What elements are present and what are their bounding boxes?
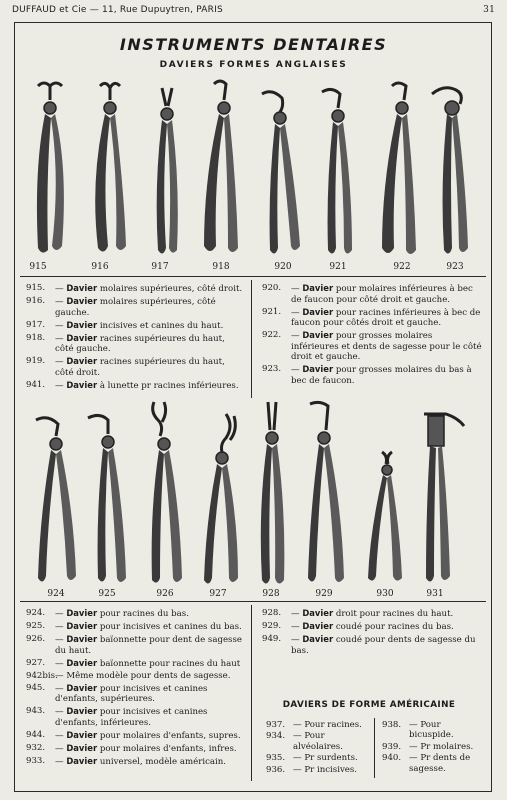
forceps-illustration-927: [200, 410, 242, 588]
page-subtitle: DAVIERS FORMES ANGLAISES: [159, 60, 348, 70]
list-item: 915. — Davier molaires supérieures, côté droit.: [26, 283, 243, 294]
list-item: 919. — Davier racines supérieures du haut, côté droit.: [26, 356, 225, 378]
figure-label: 927: [209, 589, 227, 599]
list-item: 918. — Davier racines supérieures du haut, côté gauche.: [26, 332, 225, 355]
list-item: 922. — Davier pour grosses molaires inférieures et dents de sagesse pour le côté droit et gauche.: [262, 330, 482, 363]
list-item: 924. — Davier pour racines du bas.: [26, 608, 189, 619]
list-item: 925. — Davier pour incisives et canines du bas.: [26, 620, 242, 632]
figure-label: 915: [29, 262, 47, 272]
list-item: 920. — Davier pour molaires inférieures à bec de faucon pour côté droit et gauche.: [262, 283, 473, 305]
top-left-description-list: [26, 283, 244, 393]
forceps-illustration-916: [86, 80, 130, 260]
forceps-illustration-930: [364, 450, 408, 586]
list-item: 928. — Davier droit pour racines du haut.: [262, 608, 454, 619]
figure-label: 917: [151, 262, 169, 272]
forceps-illustration-920: [258, 88, 304, 260]
column-divider: [374, 718, 375, 778]
forceps-illustration-922: [376, 80, 420, 260]
section-divider: [20, 601, 486, 602]
list-item: 945. — Davier pour incisives et canines d'enfants, supérieures.: [26, 682, 208, 705]
forceps-illustration-926: [146, 398, 186, 588]
list-item: 916. — Davier molaires supérieures, côté gauche.: [26, 295, 216, 318]
section-divider: [20, 276, 486, 277]
list-item: 938. — Pour bicuspide.: [382, 720, 454, 741]
list-item: 917. — Davier incisives et canines du haut.: [26, 319, 224, 331]
figure-label: 916: [91, 262, 109, 272]
list-item: 949. — Davier coudé pour dents de sagesse du bas.: [262, 633, 476, 656]
figure-label: 920: [274, 262, 292, 272]
column-divider: [251, 605, 252, 781]
list-item: 935. — Pr surdents.: [266, 753, 358, 764]
list-item: 933. — Davier universel, modèle américain.: [26, 755, 227, 767]
page-header: [12, 5, 495, 19]
list-item: 926. — Davier baïonnette pour dent de sagesse du haut.: [26, 633, 242, 656]
list-item: 927. — Davier baïonnette pour racines du haut: [26, 657, 241, 669]
list-item: 936. — Pr incisives.: [266, 764, 358, 775]
page-number: 31: [483, 5, 495, 15]
forceps-illustration-924: [34, 414, 80, 586]
figure-label: 924: [47, 589, 65, 599]
list-item: 921. — Davier pour racines inférieures à bec de faucon pour côtés droit et gauche.: [262, 306, 481, 329]
list-item: 937. — Pour racines.: [266, 720, 362, 730]
figure-label: 931: [426, 589, 444, 599]
list-item: 943. — Davier pour incisives et canines d'enfants, inférieures.: [26, 706, 208, 728]
forceps-illustration-923: [430, 84, 474, 260]
top-right-description-list: [262, 283, 482, 388]
forceps-illustration-929: [304, 400, 348, 586]
american-list-right: [382, 720, 484, 775]
bottom-right-description-list: [262, 608, 482, 658]
forceps-illustration-931: [418, 408, 468, 586]
list-item: 942bis. — Même modèle pour dents de sagesse.: [26, 670, 231, 681]
american-list-left: [266, 720, 372, 776]
figure-label: 926: [156, 589, 174, 599]
forceps-illustration-918: [198, 78, 242, 260]
figure-label: 925: [98, 589, 116, 599]
list-item: 929. — Davier coudé pour racines du bas.: [262, 620, 454, 632]
forceps-illustration-915: [28, 78, 72, 260]
figure-label: 923: [446, 262, 464, 272]
page-title: INSTRUMENTS DENTAIRES: [119, 35, 388, 54]
figure-label: 928: [262, 589, 280, 599]
figure-label: 918: [212, 262, 230, 272]
list-item: 940. — Pr dents de sagesse.: [382, 753, 471, 774]
list-item: 934. — Pour alvéolaires.: [266, 731, 343, 752]
forceps-illustration-925: [86, 412, 130, 588]
list-item: 939. — Pr molaires.: [382, 741, 474, 752]
forceps-illustration-928: [256, 400, 288, 588]
bottom-left-description-list: [26, 608, 244, 769]
list-item: 923. — Davier pour grosses molaires du bas à bec de faucon.: [262, 364, 472, 386]
figure-label: 921: [329, 262, 347, 272]
list-item: 941. — Davier à lunette pr racines inférieures.: [26, 379, 239, 391]
forceps-illustration-921: [318, 86, 358, 260]
list-item: 932. — Davier pour molaires d'enfants, infres.: [26, 742, 237, 754]
list-item: 944. — Davier pour molaires d'enfants, supres.: [26, 729, 241, 741]
column-divider: [251, 280, 252, 398]
american-section-title: DAVIERS DE FORME AMÉRICAINE: [282, 700, 456, 710]
forceps-illustration-917: [150, 84, 184, 260]
figure-label: 922: [393, 262, 411, 272]
publisher-line: DUFFAUD et Cie — 11, Rue Dupuytren, PARIS: [12, 5, 223, 15]
figure-label: 930: [376, 589, 394, 599]
figure-label: 929: [315, 589, 333, 599]
